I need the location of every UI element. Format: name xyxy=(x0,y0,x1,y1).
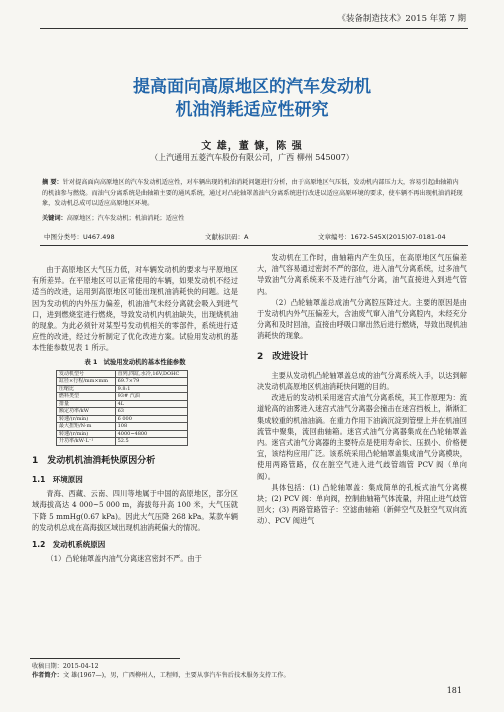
table-row xyxy=(57,400,188,408)
param-name-cell: 最大扭矩/N·m xyxy=(57,423,116,431)
author-bio xyxy=(32,671,464,680)
environment-paragraph: 青海、西藏、云南、四川等地属于中国的高原地区，部分区域海拔高达 4 000~5 000 m，海拔每升高 100 米，大气压就下降 5 mmHg(0.67 kPa)。因此大气压降 268 kPa。某款车辆的发动机总成在高海拔区域出现机油消耗偏大的情况。 xyxy=(32,489,238,532)
section-1-heading: 1 发动机机油消耗快原因分析 xyxy=(32,455,156,466)
param-name-cell: 排量 xyxy=(57,400,116,408)
param-name-cell: 缸径×行程/mm×mm xyxy=(57,378,116,386)
param-value-cell: 4L xyxy=(115,400,187,408)
param-value-cell: 9.8:1 xyxy=(115,385,187,393)
table-row xyxy=(57,393,188,401)
title-line-1: 提高面向高原地区的汽车发动机 xyxy=(133,77,371,97)
system-paragraph: （1）凸轮轴罩盖内油气分离迷宫密封不严。由于 xyxy=(46,554,202,564)
right-column xyxy=(257,252,467,527)
document-code: 文献标识码：A xyxy=(205,233,249,241)
keywords xyxy=(42,213,464,222)
header-rule xyxy=(40,28,468,29)
received-date: 收稿日期：2015-04-12 xyxy=(32,663,99,670)
intro-paragraph: 由于高原地区大气压力低，对车辆发动机的要求与平原地区有所差异。在平原地区可以正常使用的车辆，如果发动机不经过适当的改进，运用到高原地区可能出现机油消耗快的问题。这是因为发动机的内外压力偏差，机油油气未经分离就会吸入到进气口，进到燃烧室进行燃烧，导致发动机内机油缺失，出现烧机油的现象。为此必须针对某型号发动机相关的零部件，系统进行适应性的改进，经过分析制定了优化改进方案。试验用发动机的基本性能参数见表 1 所示。 xyxy=(32,265,238,353)
param-name-cell: 燃料类型 xyxy=(57,393,116,401)
abstract xyxy=(42,178,464,210)
table-row xyxy=(57,415,188,423)
footnote-rule xyxy=(30,658,180,659)
page-number: 181 xyxy=(446,686,462,695)
table-caption: 表 1 试验用发动机的基本性能参数 xyxy=(84,358,186,366)
abstract-text: 针对提高面向高原地区的汽车发动机适应性，对车辆出现的机油消耗问题进行分析，由于高原地区气压低，发动机内部压力大，容易引起曲轴箱内的机油参与燃烧。而油气分离系统是曲轴箱主要的通风系统，通过对凸轮轴罩盖油气分离系统进行改进以适应高原环境的要求，使车辆不再出现机油消耗现象，发动机总成可以适应高原地区环境。 xyxy=(42,179,463,207)
title-line-2: 机油消耗适应性研究 xyxy=(175,100,329,120)
subsection-1-2-heading: 1.2 发动机系统原因 xyxy=(32,540,106,550)
clc-number: 中图分类号：U467.498 xyxy=(44,233,115,241)
affiliation: （上汽通用五菱汽车股份有限公司，广西 柳州 545007） xyxy=(150,153,354,162)
author-bio-label: 作者简介： xyxy=(32,672,63,679)
journal-header: 《装备制造技术》2015 年第 7 期 xyxy=(337,14,466,24)
left-column xyxy=(32,264,238,564)
abstract-label: 摘 要： xyxy=(42,179,63,186)
article-number: 文章编号：1672-545X(2015)07-0181-04 xyxy=(318,233,446,241)
param-value-cell: 直列,四缸,水冷,16V,DOHC xyxy=(115,370,187,378)
section-2-heading: 2 改进设计 xyxy=(257,351,309,362)
right-paragraph-3: 主要从发动机凸轮轴罩盖总成的油气分离系统入手，以达到解决发动机高原地区机油消耗快问题的目的。 xyxy=(257,370,467,392)
abstract-rule xyxy=(40,245,468,246)
author-bio-text: 文 雄(1967—)，男，广西柳州人，工程师，主要从事汽车售后技术服务支持工作。 xyxy=(62,672,290,679)
param-name-cell: 压缩比 xyxy=(57,385,116,393)
param-value-cell: 6 000 xyxy=(115,415,187,423)
table-row xyxy=(57,370,188,378)
keywords-text: 高原地区；汽车发动机；机油消耗；适应性 xyxy=(66,215,185,222)
param-name-cell: 转速/(r/min) xyxy=(57,415,116,423)
table-row xyxy=(57,423,188,431)
param-value-cell: 4000~4800 xyxy=(115,430,187,438)
param-name-cell: 额定功率/kW xyxy=(57,408,116,416)
param-value-cell: 108 xyxy=(115,423,187,431)
param-value-cell: 52.5 xyxy=(115,438,187,446)
param-name-cell: 升功率/kW·L⁻¹ xyxy=(57,438,116,446)
table-row xyxy=(57,378,188,386)
table-row xyxy=(57,438,188,446)
table-row xyxy=(57,385,188,393)
right-paragraph-1: 发动机在工作时，曲轴箱内产生负压，在高原地区气压偏差大，油气容易通过密封不严的部位，进入油气分离系统，过多油气导致油气分离系统来不及进行油气分离，油气直接进入到进气管内。 xyxy=(257,253,467,296)
param-name-cell: 转速/(r/min) xyxy=(57,430,116,438)
param-value-cell: 69.7×79 xyxy=(115,378,187,386)
param-value-cell: 63 xyxy=(115,408,187,416)
param-name-cell: 发动机型号 xyxy=(57,370,116,378)
engine-params-table xyxy=(56,370,188,446)
authors: 文 雄，董 慷，陈 强 xyxy=(201,141,303,152)
right-paragraph-4: 改进后的发动机采用迷宫式油气分离系统，其工作原理为：流道轮高的油雾进入迷宫式油气分离器会撞击在迷宫挡板上，渐渐汇集成较重的机油油滴。在重力作用下油滴沉淀到管壁上并在机油回流管中聚集，流回曲轴箱。迷宫式油气分离器集成在凸轮轴罩盖内。迷宫式油气分离器的主要特点是使用寿命长、压损小、价格便宜，该结构应用广泛。该系统采用凸轮轴罩盖集成油气分离模块，使用两路管路，仅在脏空气进入进气歧管端管 PCV 阀（单向阀）。 xyxy=(257,393,467,481)
right-paragraph-2: （2）凸轮轴罩盖总成油气分离腔压降过大。主要的原因是由于发动机内外气压偏差大，含油废气窜入油气分离腔内，未经充分分离和及时回油，直接由呼吸口窜出然后进行燃烧，导致出现机油消耗快的现象。 xyxy=(257,297,467,341)
table-row xyxy=(57,408,188,416)
keywords-label: 关键词： xyxy=(42,215,67,222)
param-value-cell: 93# 汽油 xyxy=(115,393,187,401)
table-row xyxy=(57,430,188,438)
right-paragraph-5: 具体包括：(1) 凸轮轴罩盖：集成简单的孔板式油气分离模块；(2) PCV 阀：单向阀，控制曲轴箱气体流量，并阻止进气歧管回火；(3) 两路管路管子：空滤曲轴箱（新鲜空气及脏空气双向流动）、PCV 阀进气 xyxy=(257,482,467,526)
subsection-1-1-heading: 1.1 环境原因 xyxy=(32,475,83,485)
